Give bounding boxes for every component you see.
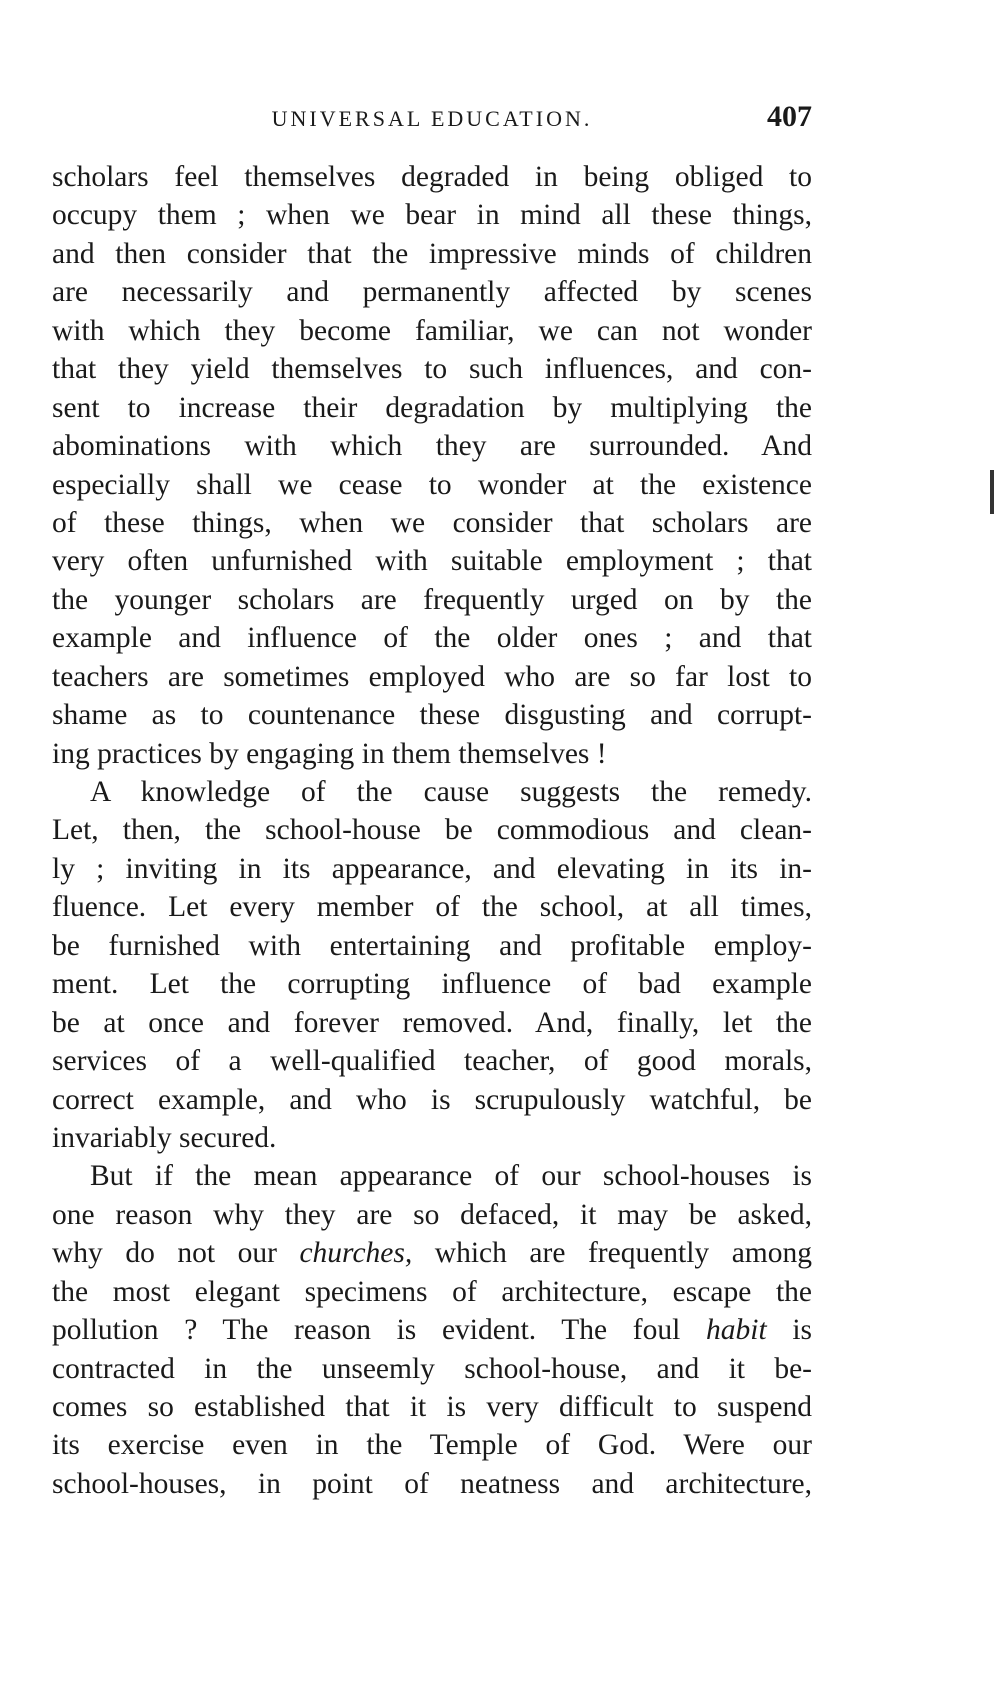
text-line: abominations with which they are surrounded. And [52,430,812,463]
text-line: example and influence of the older ones ; and that [52,622,812,655]
running-header [52,100,812,140]
running-title: UNIVERSAL EDUCATION. [271,106,593,131]
text-line: ing practices by engaging in them themselves ! [52,737,607,770]
text-segment: is [766,1314,812,1347]
text-line: that they yield themselves to such influences, and con- [52,353,812,386]
text-segment: which are frequently among [412,1237,813,1270]
text-line: scholars feel themselves degraded in being obliged to [52,161,812,193]
text-line: ment. Let the corrupting influence of bad example [52,968,812,1001]
text-line: But if the mean appearance of our school-houses is [90,1160,812,1193]
text-line: invariably secured. [52,1121,277,1154]
text-line [52,1234,812,1272]
text-line: school-houses, in point of neatness and architecture, [52,1467,812,1500]
body-text [52,158,812,1503]
text-line: shame as to countenance these disgusting and corrupt- [52,699,812,732]
text-line: very often unfurnished with suitable employment ; that [52,545,812,578]
italic-word: churches, [299,1237,413,1270]
page-number: 407 [767,100,812,133]
text-line: one reason why they are so defaced, it may be asked, [52,1198,812,1231]
text-line: occupy them ; when we bear in mind all these things, [52,199,812,232]
text-segment: pollution ? The reason is evident. The foul [52,1314,706,1347]
text-line: its exercise even in the Temple of God. Were our [52,1429,812,1462]
text-segment: why do not our [52,1237,300,1270]
italic-word: habit [706,1314,767,1347]
page-edge-mark [990,470,994,514]
text-line: sent to increase their degradation by multiplying the [52,391,812,424]
text-line: fluence. Let every member of the school, at all times, [52,891,812,924]
text-line: services of a well-qualified teacher, of good morals, [52,1045,812,1078]
text-line: comes so established that it is very difficult to suspend [52,1391,812,1423]
text-line: and then consider that the impressive minds of children [52,237,812,270]
text-line: teachers are sometimes employed who are so far lost to [52,660,812,693]
text-line: the younger scholars are frequently urged on by the [52,583,812,616]
text-line: with which they become familiar, we can not wonder [52,314,812,347]
text-line: of these things, when we consider that scholars are [52,506,812,539]
text-line: are necessarily and permanently affected by scenes [52,276,812,309]
text-line [52,1311,812,1349]
text-line: be at once and forever removed. And, finally, let the [52,1006,812,1039]
text-line: Let, then, the school-house be commodious and clean- [52,814,812,847]
text-line: especially shall we cease to wonder at the existence [52,468,812,501]
text-line: A knowledge of the cause suggests the remedy. [90,776,812,808]
text-line: ly ; inviting in its appearance, and elevating in its in- [52,852,812,885]
text-line: be furnished with entertaining and profitable employ- [52,929,812,962]
text-line: the most elegant specimens of architecture, escape the [52,1275,812,1308]
text-line: correct example, and who is scrupulously watchful, be [52,1083,812,1116]
text-line: contracted in the unseemly school-house, and it be- [52,1352,812,1385]
